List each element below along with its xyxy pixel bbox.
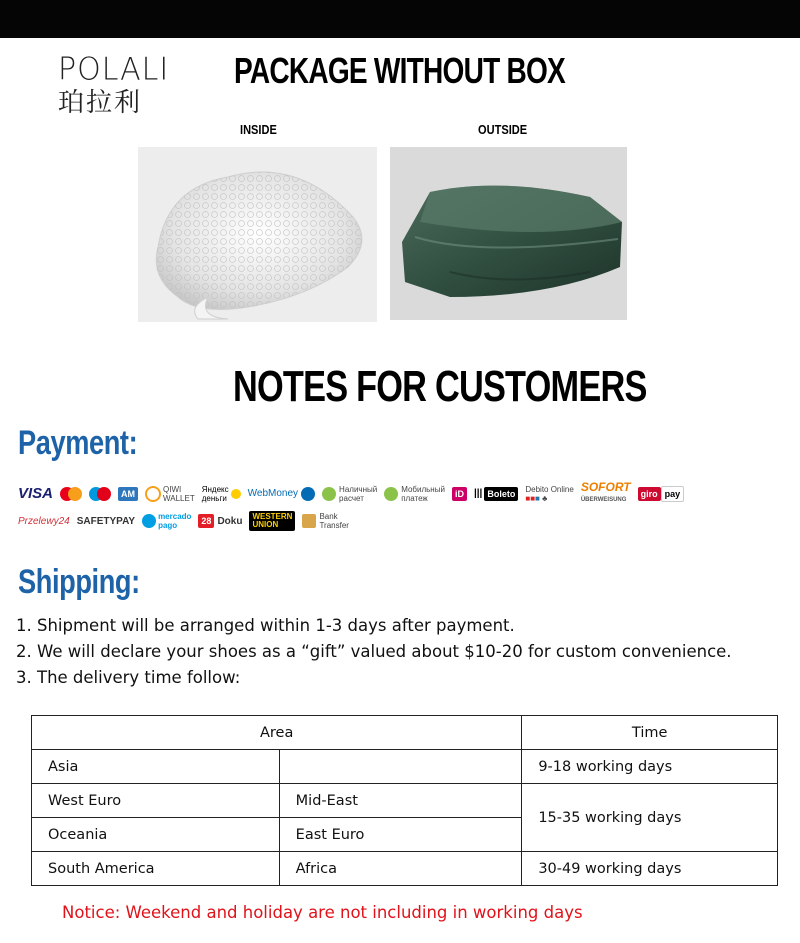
area-cell: West Euro (32, 784, 280, 818)
table-row (32, 784, 778, 818)
amex-logo: AM (118, 487, 138, 501)
shipping-line-2: 2. We will declare your shoes as a “gift” valued about $10-20 for custom convenience. (16, 642, 732, 661)
giropay-logo: giro pay (638, 486, 685, 502)
visa-logo: VISA (18, 485, 54, 502)
time-cell: 30-49 working days (522, 852, 778, 886)
working-days-notice: Notice: Weekend and holiday are not including in working days (62, 903, 583, 922)
brand-name-latin: POLALI (58, 51, 170, 88)
sofort-logo: SOFORT ÜBERWEISUNG (580, 480, 631, 503)
area-cell: Africa (279, 852, 522, 886)
boleto-logo: ||| Boleto (474, 487, 518, 501)
area-cell (279, 750, 522, 784)
bubble-wrap-photo (138, 147, 377, 322)
table-row (32, 852, 778, 886)
area-cell: Asia (32, 750, 280, 784)
cash-payment-logo: Наличный расчет (322, 485, 377, 503)
top-black-bar (0, 0, 800, 38)
qiwi-logo: QIWI WALLET (145, 485, 195, 503)
payment-methods-row-2 (18, 511, 356, 531)
maestro-logo (89, 487, 111, 501)
table-header-row (32, 716, 778, 750)
outside-label: OUTSIDE (478, 122, 528, 137)
bank-transfer-logo: Bank Transfer (302, 512, 349, 530)
area-cell: South America (32, 852, 280, 886)
shipping-notes (16, 613, 732, 691)
shipping-title: Shipping: (18, 563, 140, 601)
delivery-time-table (31, 715, 778, 886)
green-package-photo (390, 147, 627, 320)
shipping-line-3: 3. The delivery time follow: (16, 668, 241, 687)
inside-label: INSIDE (240, 122, 277, 137)
time-cell: 15-35 working days (522, 784, 778, 852)
safetypay-logo: SAFETYPAY (76, 515, 136, 527)
mercadopago-logo: mercado pago (142, 512, 191, 530)
yandex-money-logo: Яндекс деньги (202, 485, 241, 503)
notes-title: NOTES FOR CUSTOMERS (233, 362, 647, 411)
western-union-logo: WESTERN UNION (249, 511, 295, 531)
table-row (32, 750, 778, 784)
payment-title: Payment: (18, 424, 138, 462)
ideal-logo: iD (452, 487, 467, 501)
area-cell: Oceania (32, 818, 280, 852)
time-cell: 9-18 working days (522, 750, 778, 784)
area-cell: East Euro (279, 818, 522, 852)
debito-online-logo: Debito Online ■■■ ♣ (525, 484, 574, 503)
mobile-payment-logo: Мобильный платеж (384, 485, 445, 503)
area-cell: Mid-East (279, 784, 522, 818)
przelewy24-logo: Przelewy24 (18, 515, 70, 527)
package-title: PACKAGE WITHOUT BOX (234, 50, 565, 91)
shipping-line-1: 1. Shipment will be arranged within 1-3 days after payment. (16, 616, 515, 635)
time-header: Time (522, 716, 778, 750)
brand-name-cjk: 珀拉利 (58, 88, 143, 118)
brand-logo (58, 51, 170, 124)
webmoney-logo: WebMoney (248, 487, 315, 501)
area-header: Area (32, 716, 522, 750)
doku-logo: 28 Doku (198, 514, 242, 528)
payment-methods-row-1 (18, 482, 691, 505)
mastercard-logo (60, 487, 82, 501)
